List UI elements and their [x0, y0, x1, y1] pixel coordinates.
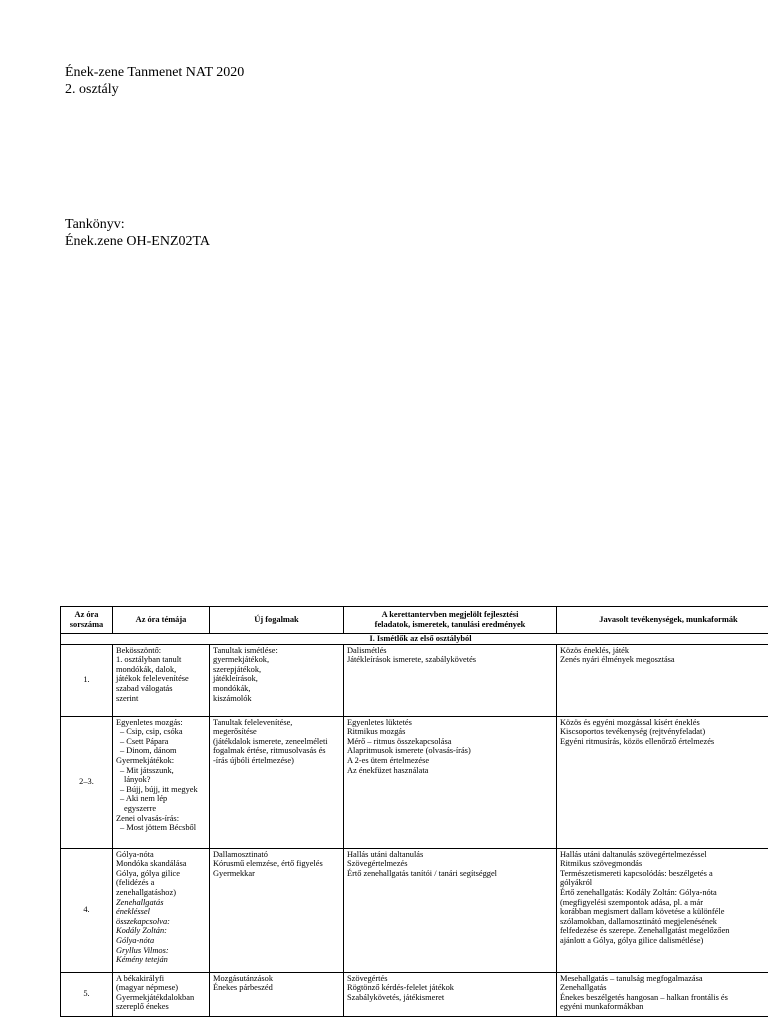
table-row [61, 644, 768, 716]
document-header [65, 64, 244, 98]
lesson-topic: Gólya-nóta Mondóka skandálása Gólya, gólya gilice (felidézés a zenehallgatáshoz) Zenehallgatás énekléssel összekapcsolva: Kodály Zoltán: Gólya-nóta Gryllus Vilmos: Kémény teteján [113, 848, 210, 972]
development-goals: Egyenletes lüktetés Ritmikus mozgás Mérő – ritmus összekapcsolása Alapritmusok ismerete (olvasás-írás) A 2-es ütem értelmezése Az énekfüzet használata [344, 716, 557, 848]
header-suggested-activities: Javasolt tevékenységek, munkaformák [557, 607, 768, 634]
lesson-topic: A békakirályfi (magyar népmese) Gyermekjátékdalokban szereplő énekes [113, 972, 210, 1016]
table-header-row [61, 607, 768, 634]
textbook-block [65, 216, 210, 250]
textbook-label: Tankönyv: [65, 217, 125, 232]
textbook-name: Ének.zene OH-ENZ02TA [65, 234, 211, 249]
new-concepts: Tanultak ismétlése: gyermekjátékok, szerepjátékok, játékleírások, mondókák, kiszámolók [210, 644, 344, 716]
lesson-number: 1. [61, 644, 113, 716]
lesson-plan-table [60, 606, 768, 1017]
header-lesson-topic: Az óra témája [113, 607, 210, 634]
suggested-activities: Közös éneklés, játék Zenés nyári élmények megosztása [557, 644, 768, 716]
lesson-number: 5. [61, 972, 113, 1016]
table-row [61, 972, 768, 1016]
new-concepts: Mozgásutánzások Énekes párbeszéd [210, 972, 344, 1016]
development-goals: Hallás utáni daltanulás Szövegértelmezés Értő zenehallgatás tanítói / tanári segítséggel [344, 848, 557, 972]
lesson-topic: Bekösszöntő: 1. osztályban tanult mondókák, dalok, játékok felelevenítése szabad válogatás szerint [113, 644, 210, 716]
suggested-activities: Hallás utáni daltanulás szövegértelmezéssel Ritmikus szövegmondás Természetismereti kapcsolódás: beszélgetés a gólyákról Értő zenehallgatás: Kodály Zoltán: Gólya-nóta (megfigyelési szempontok adása, pl. a már korábban megismert dallam követése a különféle szólamokban, dallamosztinátó megjelenésének felfedezése és szerepe. Zenehallgatást megelőzően ajánlott a Gólya, gólya gilice dalismétlése) [557, 848, 768, 972]
lesson-topic: Egyenletes mozgás: – Csip, csip, csóka – Csett Pápara – Dinom, dánom Gyermekjátékok: – Mit játsszunk, lányok? – Bújj, bújj, itt megyek – Aki nem lép egyszerre Zenei olvasás-írás: – Most jöttem Bécsből [113, 716, 210, 848]
header-lesson-number: Az óra sorszáma [61, 607, 113, 634]
new-concepts: Tanultak felelevenítése, megerősítése (játékdalok ismerete, zeneelméleti fogalmak értése, ritmusolvasás és -írás újbóli értelmezése) [210, 716, 344, 848]
suggested-activities: Közös és egyéni mozgással kísért éneklés Kiscsoportos tevékenység (rejtvényfeladat) Egyéni ritmusírás, közös ellenőrző értelmezés [557, 716, 768, 848]
section-title: I. Ismétlők az első osztályból [61, 634, 768, 645]
table-row [61, 716, 768, 848]
document-grade: 2. osztály [65, 82, 119, 97]
lesson-number: 2–3. [61, 716, 113, 848]
document-title: Ének-zene Tanmenet NAT 2020 [65, 65, 245, 80]
section-row [61, 634, 768, 645]
suggested-activities: Mesehallgatás – tanulság megfogalmazása Zenehallgatás Énekes beszélgetés hangosan – halkan frontális és egyéni munkaformákban [557, 972, 768, 1016]
development-goals: Dalismétlés Játékleírások ismerete, szabálykövetés [344, 644, 557, 716]
development-goals: Szövegértés Rögtönző kérdés-felelet játékok Szabálykövetés, játékismeret [344, 972, 557, 1016]
lesson-number: 4. [61, 848, 113, 972]
new-concepts: Dallamosztinató Kórusmű elemzése, értő figyelés Gyermekkar [210, 848, 344, 972]
table-row [61, 848, 768, 972]
header-development-goals: A kerettantervben megjelölt fejlesztési feladatok, ismeretek, tanulási eredmények [344, 607, 557, 634]
header-new-concepts: Új fogalmak [210, 607, 344, 634]
